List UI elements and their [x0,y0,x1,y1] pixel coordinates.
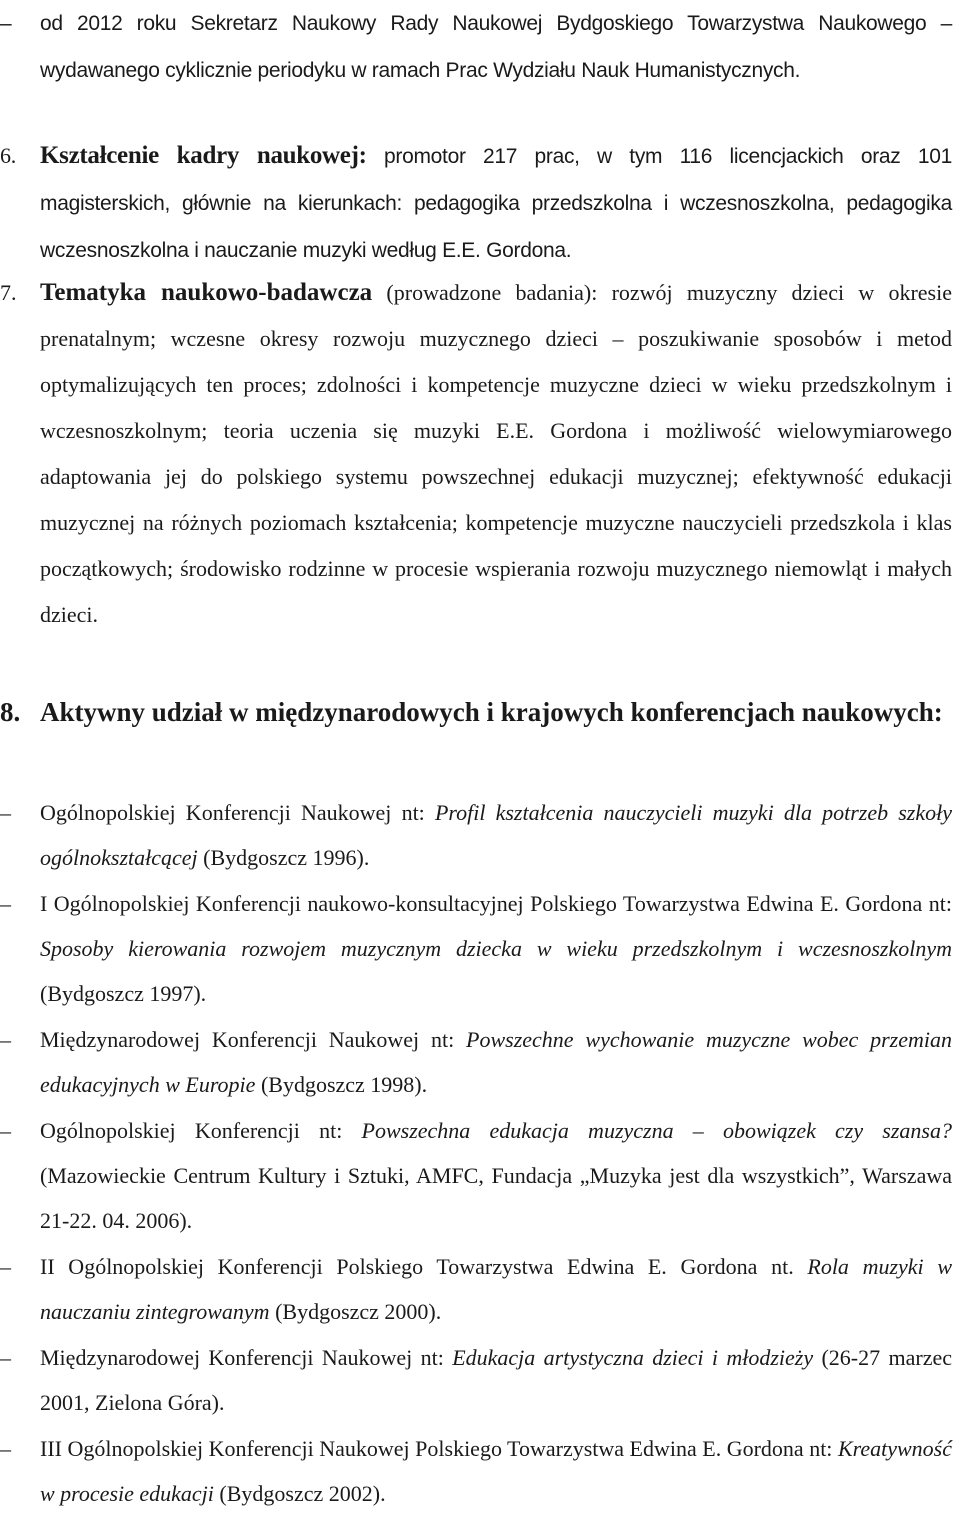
dash-marker: – [0,1254,11,1279]
section-title: Aktywny udział w międzynarodowych i krajowych konferencjach naukowych: [40,697,943,727]
list-item [0,1017,952,1107]
dash-marker: – [0,12,12,35]
item-text: Międzynarodowej Konferencji Naukowej nt: [40,1027,467,1052]
item-text: (Bydgoszcz 1998). [255,1072,428,1097]
list-item [0,790,952,880]
item-text: (Bydgoszcz 2000). [269,1299,442,1324]
paragraph [0,132,952,274]
conference-title: Edukacja artystyczna dzieci i młodzieży [452,1345,814,1370]
dash-marker: – [0,800,11,825]
section-heading [0,688,952,736]
item-text: Międzynarodowej Konferencji Naukowej nt: [40,1345,453,1370]
section-8 [0,688,952,736]
item-text: (Bydgoszcz 2002). [213,1481,386,1506]
section-number: 7. [0,280,17,305]
paragraph-text: (prowadzone badania): rozwój muzyczny dzieci w okresie prenatalnym; wczesne okresy rozwoju muzycznego dzieci – poszukiwanie sposobów i metod optymalizujących ten proces; zdolności i kompetencje muzyczne dzieci w wieku przedszkolnym i wczesnoszkolnym; teoria uczenia się muzyki E.E. Gordona i możliwość wielowymiarowego adaptowania jej do polskiego systemu powszechnej edukacji muzycznej; efektywność edukacji muzycznej na różnych poziomach kształcenia; kompetencje muzyczne nauczycieli przedszkola i klas początkowych; środowisko rodzinne w procesie wspierania rozwoju muzycznego niemowląt i małych dzieci. [40,280,952,627]
section-title: Tematyka naukowo-badawcza [40,279,373,306]
list-item [0,881,952,1016]
conference-title: Profil kształcenia nauczycieli muzyki dla potrzeb szkoły ogólnokształcącej [40,800,952,870]
item-text: Ogólnopolskiej Konferencji Naukowej nt: [40,800,435,825]
list-item [0,1426,952,1516]
item-text: (Bydgoszcz 1997). [40,981,207,1006]
item-text: II Ogólnopolskiej Konferencji Polskiego Towarzystwa Edwina E. Gordona nt. [40,1254,808,1279]
item-text: III Ogólnopolskiej Konferencji Naukowej Polskiego Towarzystwa Edwina E. Gordona nt: [40,1436,838,1461]
paragraph [0,270,952,638]
paragraph-text: od 2012 roku Sekretarz Naukowy Rady Naukowej Bydgoskiego Towarzystwa Naukowego – wydawanego cyklicznie periodyku w ramach Prac Wydziału Nauk Humanistycznych. [40,12,952,82]
list-item [0,1244,952,1334]
conference-title: Powszechne wychowanie muzyczne wobec przemian edukacyjnych w Europie [40,1027,952,1097]
paragraph [0,0,952,94]
list-item [0,1335,952,1425]
dash-marker: – [0,1027,11,1052]
section-7 [0,270,952,638]
item-text: (Mazowieckie Centrum Kultury i Sztuki, AMFC, Fundacja „Muzyka jest dla wszystkich”, Warszawa 21-22. 04. 2006). [40,1163,952,1233]
dash-marker: – [0,1118,11,1143]
list-item [0,0,952,94]
item-text: (26-27 marzec 2001, Zielona Góra). [40,1345,952,1415]
dash-marker: – [0,1345,11,1370]
section-number: 8. [0,697,21,727]
dash-marker: – [0,891,11,916]
conference-title: Powszechna edukacja muzyczna – obowiązek czy szansa? [361,1118,952,1143]
item-text: Ogólnopolskiej Konferencji nt: [40,1118,362,1143]
conference-title: Rola muzyki w nauczaniu zintegrowanym [40,1254,953,1324]
conference-list [0,790,952,1517]
section-6 [0,132,952,274]
dash-marker: – [0,1436,11,1461]
paragraph-text: promotor 217 prac, w tym 116 licencjackich oraz 101 magisterskich, głównie na kierunkach: pedagogika przedszkolna i wczesnoszkolna, pedagogika wczesnoszkolna i nauczanie muzyki według E.E. Gordona. [40,145,953,262]
item-text: (Bydgoszcz 1996). [197,845,370,870]
item-text: I Ogólnopolskiej Konferencji naukowo-konsultacyjnej Polskiego Towarzystwa Edwina E. Gordona nt: [40,891,952,916]
conference-title: Sposoby kierowania rozwojem muzycznym dziecka w wieku przedszkolnym i wczesnoszkolnym [40,936,952,961]
section-number: 6. [0,143,16,168]
section-title: Kształcenie kadry naukowej: [40,142,367,169]
list-item [0,1108,952,1243]
conference-title: Kreatywność w procesie edukacji [40,1436,952,1506]
